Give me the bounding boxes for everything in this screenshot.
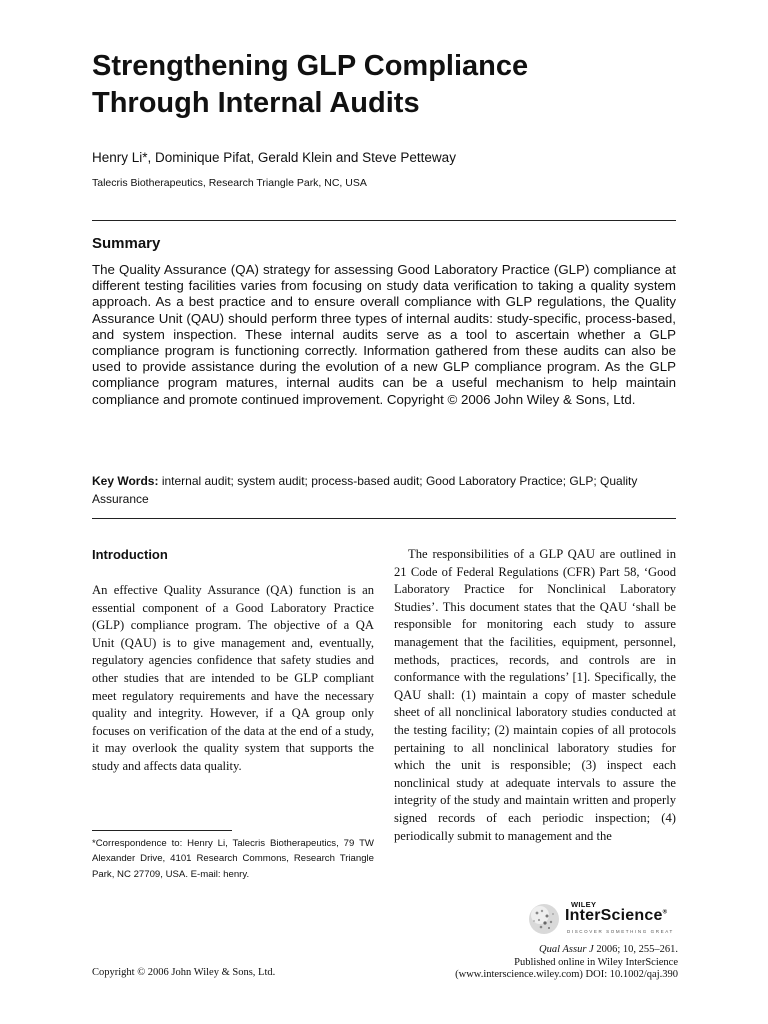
affiliation: Talecris Biotherapeutics, Research Triangle Park, NC, USA bbox=[92, 177, 367, 189]
wiley-interscience-logo bbox=[527, 900, 679, 942]
logo-publisher: WILEY bbox=[571, 900, 597, 909]
summary-heading: Summary bbox=[92, 235, 161, 252]
keywords-label: Key Words: bbox=[92, 474, 159, 488]
globe-icon bbox=[527, 902, 561, 936]
keywords-text: internal audit; system audit; process-based audit; Good Laboratory Practice; GLP; Quality Assurance bbox=[92, 474, 638, 506]
divider-bottom bbox=[92, 518, 676, 519]
logo-tagline: DISCOVER SOMETHING GREAT bbox=[567, 929, 674, 934]
introduction-right-column: The responsibilities of a GLP QAU are outlined in 21 Code of Federal Regulations (CFR) Part 58, ‘Good Laboratory Practice for Nonclinical Laboratory Studies’. This document states that the QAU ‘shall be responsible for monitoring each study to assure management that the facilities, equipment, personnel, methods, practices, records, and controls are in conformance with the regulations’ [1]. Specifically, the QAU shall: (1) maintain a copy of master schedule sheet of all nonclinical laboratory studies conducted at the testing facility; (2) maintain copies of all protocols pertaining to all nonclinical laboratory studies for which the unit is responsible; (3) inspect each nonclinical study at adequate intervals to assure the integrity of the study and maintain written and properly signed records of each periodic inspection; (4) periodically submit to management and the bbox=[394, 547, 676, 843]
published-online: Published online in Wiley InterScience bbox=[514, 956, 678, 968]
doi-line: (www.interscience.wiley.com) DOI: 10.1002/qaj.390 bbox=[455, 969, 678, 980]
article-title bbox=[92, 48, 692, 122]
logo-name: InterScience® bbox=[565, 907, 668, 924]
keywords bbox=[92, 472, 676, 508]
introduction-left-column: An effective Quality Assurance (QA) function is an essential component of a Good Laboratory Practice (GLP) compliance program. The objective of a QA Unit (QAU) is to give management and, eventually, regulatory agencies confidence that safety studies and other studies that are intended to be GLP compliant meet regulatory requirements and have the necessary quality and integrity. However, if a QA group only focuses on verification of the data at the end of a study, it may overlook the quality system that supports the study and affects data quality. bbox=[92, 583, 374, 773]
journal-issue: 2006; 10, 255–261. bbox=[593, 944, 678, 955]
journal-name: Qual Assur J bbox=[539, 944, 594, 955]
title-line-2: Through Internal Audits bbox=[92, 87, 420, 119]
introduction-heading: Introduction bbox=[92, 547, 168, 562]
author-list: Henry Li*, Dominique Pifat, Gerald Klein and Steve Petteway bbox=[92, 150, 456, 165]
footnote-divider bbox=[92, 830, 232, 831]
footer-copyright: Copyright © 2006 John Wiley & Sons, Ltd. bbox=[92, 967, 276, 978]
divider-top bbox=[92, 220, 676, 221]
title-line-1: Strengthening GLP Compliance bbox=[92, 50, 529, 82]
correspondence-footnote: *Correspondence to: Henry Li, Talecris Biotherapeutics, 79 TW Alexander Drive, 4101 Research Commons, Research Triangle Park, NC 27709, USA. E-mail: henry. bbox=[92, 838, 374, 880]
summary-text: The Quality Assurance (QA) strategy for assessing Good Laboratory Practice (GLP) compliance at different testing facilities varies from focusing on study data verification to taking a quality system approach. As a best practice and to ensure overall compliance with GLP regulations, the Quality Assurance Unit (QAU) should perform three types of internal audits: study-specific, process-based, and system inspection. These internal audits serve as a tool to ascertain whether a GLP compliance program is functioning correctly. Information gathered from these audits can also be used to provide assistance during the evolution of a new GLP compliance program. As the GLP compliance program matures, internal audits can be a useful mechanism to help maintain compliance and promote continued improvement. Copyright © 2006 John Wiley & Sons, Ltd. bbox=[92, 262, 676, 407]
journal-citation bbox=[378, 944, 678, 982]
